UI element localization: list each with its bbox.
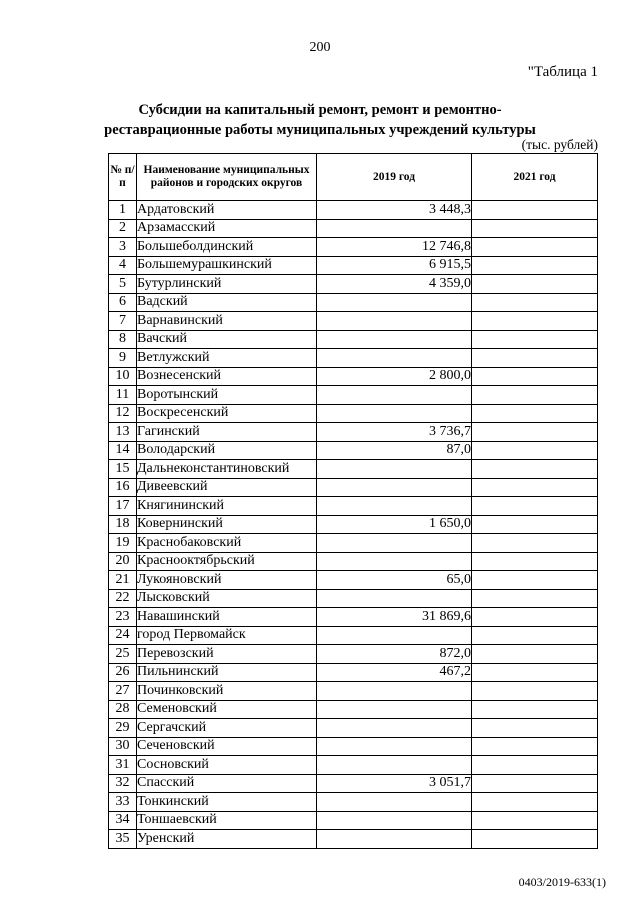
district-name: Спасский — [137, 774, 317, 793]
table-header-row — [109, 154, 598, 201]
value-2019 — [317, 811, 472, 830]
district-name: Вачский — [137, 330, 317, 349]
value-2021 — [472, 404, 598, 423]
value-2021 — [472, 682, 598, 701]
value-2021 — [472, 293, 598, 312]
row-number: 30 — [109, 737, 137, 756]
table-row — [109, 700, 598, 719]
value-2019: 87,0 — [317, 441, 472, 460]
district-name: Дивеевский — [137, 478, 317, 497]
row-number: 22 — [109, 589, 137, 608]
row-number: 4 — [109, 256, 137, 275]
value-2019: 31 869,6 — [317, 608, 472, 627]
value-2019 — [317, 460, 472, 479]
district-name: Тоншаевский — [137, 811, 317, 830]
row-number: 29 — [109, 719, 137, 738]
district-name: Воскресенский — [137, 404, 317, 423]
row-number: 17 — [109, 497, 137, 516]
value-2019: 1 650,0 — [317, 515, 472, 534]
table-body — [109, 201, 598, 849]
row-number: 20 — [109, 552, 137, 571]
table-row — [109, 441, 598, 460]
table-row — [109, 589, 598, 608]
row-number: 31 — [109, 756, 137, 775]
value-2019 — [317, 293, 472, 312]
units-label: (тыс. рублей) — [521, 137, 598, 152]
value-2019 — [317, 737, 472, 756]
row-number: 3 — [109, 238, 137, 257]
table-row — [109, 460, 598, 479]
table-row — [109, 774, 598, 793]
row-number: 9 — [109, 349, 137, 368]
value-2021 — [472, 423, 598, 442]
value-2019 — [317, 793, 472, 812]
value-2021 — [472, 201, 598, 220]
value-2021 — [472, 663, 598, 682]
value-2019: 6 915,5 — [317, 256, 472, 275]
value-2021 — [472, 238, 598, 257]
district-name: Дальнеконстантиновский — [137, 460, 317, 479]
table-row — [109, 201, 598, 220]
district-name: Пильнинский — [137, 663, 317, 682]
value-2021 — [472, 312, 598, 331]
value-2019: 3 051,7 — [317, 774, 472, 793]
district-name: Варнавинский — [137, 312, 317, 331]
row-number: 26 — [109, 663, 137, 682]
value-2019 — [317, 626, 472, 645]
value-2019: 3 448,3 — [317, 201, 472, 220]
value-2019 — [317, 349, 472, 368]
table-row — [109, 367, 598, 386]
document-code: 0403/2019-633(1) — [518, 875, 606, 889]
row-number: 16 — [109, 478, 137, 497]
value-2021 — [472, 441, 598, 460]
value-2019: 3 736,7 — [317, 423, 472, 442]
table-row — [109, 811, 598, 830]
district-name: Починковский — [137, 682, 317, 701]
district-name: Ардатовский — [137, 201, 317, 220]
row-number: 1 — [109, 201, 137, 220]
table-label: "Таблица 1 — [527, 64, 598, 80]
table-row — [109, 552, 598, 571]
row-number: 34 — [109, 811, 137, 830]
value-2019: 872,0 — [317, 645, 472, 664]
table-row — [109, 626, 598, 645]
district-name: Лысковский — [137, 589, 317, 608]
value-2021 — [472, 219, 598, 238]
header-2021: 2021 год — [472, 154, 598, 201]
row-number: 28 — [109, 700, 137, 719]
table-row — [109, 219, 598, 238]
district-name: Семеновский — [137, 700, 317, 719]
value-2019 — [317, 219, 472, 238]
district-name: Арзамасский — [137, 219, 317, 238]
table-row — [109, 330, 598, 349]
row-number: 21 — [109, 571, 137, 590]
row-number: 27 — [109, 682, 137, 701]
row-number: 32 — [109, 774, 137, 793]
value-2019 — [317, 478, 472, 497]
table-row — [109, 238, 598, 257]
value-2019 — [317, 312, 472, 331]
value-2019 — [317, 534, 472, 553]
value-2019 — [317, 552, 472, 571]
row-number: 13 — [109, 423, 137, 442]
value-2021 — [472, 386, 598, 405]
value-2021 — [472, 552, 598, 571]
table-row — [109, 682, 598, 701]
district-name: город Первомайск — [137, 626, 317, 645]
table-row — [109, 275, 598, 294]
value-2019: 2 800,0 — [317, 367, 472, 386]
row-number: 15 — [109, 460, 137, 479]
row-number: 33 — [109, 793, 137, 812]
table-row — [109, 312, 598, 331]
table-row — [109, 423, 598, 442]
value-2021 — [472, 719, 598, 738]
district-name: Большеболдинский — [137, 238, 317, 257]
district-name: Ковернинский — [137, 515, 317, 534]
table-row — [109, 756, 598, 775]
table-row — [109, 793, 598, 812]
title-line-1: Субсидии на капитальный ремонт, ремонт и ремонтно- — [138, 102, 502, 118]
value-2021 — [472, 830, 598, 849]
value-2019 — [317, 682, 472, 701]
table-row — [109, 404, 598, 423]
header-name: Наименование муниципальных районов и городских округов — [137, 154, 317, 201]
value-2021 — [472, 330, 598, 349]
header-2019: 2019 год — [317, 154, 472, 201]
value-2019 — [317, 756, 472, 775]
district-name: Вознесенский — [137, 367, 317, 386]
district-name: Сеченовский — [137, 737, 317, 756]
row-number: 18 — [109, 515, 137, 534]
value-2021 — [472, 756, 598, 775]
row-number: 14 — [109, 441, 137, 460]
table-row — [109, 497, 598, 516]
value-2019 — [317, 330, 472, 349]
value-2019 — [317, 719, 472, 738]
table-row — [109, 478, 598, 497]
value-2021 — [472, 571, 598, 590]
table-row — [109, 534, 598, 553]
district-name: Бутурлинский — [137, 275, 317, 294]
table-row — [109, 386, 598, 405]
value-2021 — [472, 349, 598, 368]
district-name: Воротынский — [137, 386, 317, 405]
row-number: 24 — [109, 626, 137, 645]
value-2019: 65,0 — [317, 571, 472, 590]
value-2021 — [472, 793, 598, 812]
district-name: Тонкинский — [137, 793, 317, 812]
row-number: 8 — [109, 330, 137, 349]
district-name: Уренский — [137, 830, 317, 849]
district-name: Володарский — [137, 441, 317, 460]
value-2021 — [472, 275, 598, 294]
table-row — [109, 293, 598, 312]
value-2019 — [317, 386, 472, 405]
district-name: Перевозский — [137, 645, 317, 664]
value-2019: 4 359,0 — [317, 275, 472, 294]
value-2021 — [472, 497, 598, 516]
row-number: 7 — [109, 312, 137, 331]
table-row — [109, 256, 598, 275]
table-row — [109, 719, 598, 738]
table-row — [109, 830, 598, 849]
value-2021 — [472, 478, 598, 497]
subsidy-table — [108, 153, 598, 849]
value-2019 — [317, 404, 472, 423]
value-2021 — [472, 589, 598, 608]
table-row — [109, 515, 598, 534]
district-name: Большемурашкинский — [137, 256, 317, 275]
table-row — [109, 571, 598, 590]
district-name: Гагинский — [137, 423, 317, 442]
row-number: 6 — [109, 293, 137, 312]
value-2019 — [317, 830, 472, 849]
row-number: 23 — [109, 608, 137, 627]
value-2021 — [472, 645, 598, 664]
document-title — [0, 100, 640, 140]
district-name: Вадский — [137, 293, 317, 312]
district-name: Лукояновский — [137, 571, 317, 590]
district-name: Сергачский — [137, 719, 317, 738]
district-name: Ветлужский — [137, 349, 317, 368]
table-row — [109, 737, 598, 756]
district-name: Краснобаковский — [137, 534, 317, 553]
value-2021 — [472, 515, 598, 534]
value-2021 — [472, 460, 598, 479]
row-number: 12 — [109, 404, 137, 423]
row-number: 5 — [109, 275, 137, 294]
row-number: 35 — [109, 830, 137, 849]
value-2021 — [472, 700, 598, 719]
district-name: Сосновский — [137, 756, 317, 775]
table-row — [109, 349, 598, 368]
table-row — [109, 608, 598, 627]
value-2021 — [472, 256, 598, 275]
value-2021 — [472, 608, 598, 627]
table-row — [109, 663, 598, 682]
district-name: Княгининский — [137, 497, 317, 516]
row-number: 11 — [109, 386, 137, 405]
row-number: 10 — [109, 367, 137, 386]
row-number: 25 — [109, 645, 137, 664]
value-2019 — [317, 700, 472, 719]
value-2021 — [472, 534, 598, 553]
value-2021 — [472, 774, 598, 793]
header-num: № п/п — [109, 154, 137, 201]
value-2019 — [317, 497, 472, 516]
row-number: 19 — [109, 534, 137, 553]
title-line-2: реставрационные работы муниципальных учреждений культуры — [104, 122, 536, 138]
value-2019 — [317, 589, 472, 608]
district-name: Краснооктябрьский — [137, 552, 317, 571]
page-number: 200 — [309, 40, 331, 55]
row-number: 2 — [109, 219, 137, 238]
value-2019: 467,2 — [317, 663, 472, 682]
value-2021 — [472, 367, 598, 386]
district-name: Навашинский — [137, 608, 317, 627]
value-2019: 12 746,8 — [317, 238, 472, 257]
value-2021 — [472, 811, 598, 830]
table-row — [109, 645, 598, 664]
value-2021 — [472, 737, 598, 756]
value-2021 — [472, 626, 598, 645]
